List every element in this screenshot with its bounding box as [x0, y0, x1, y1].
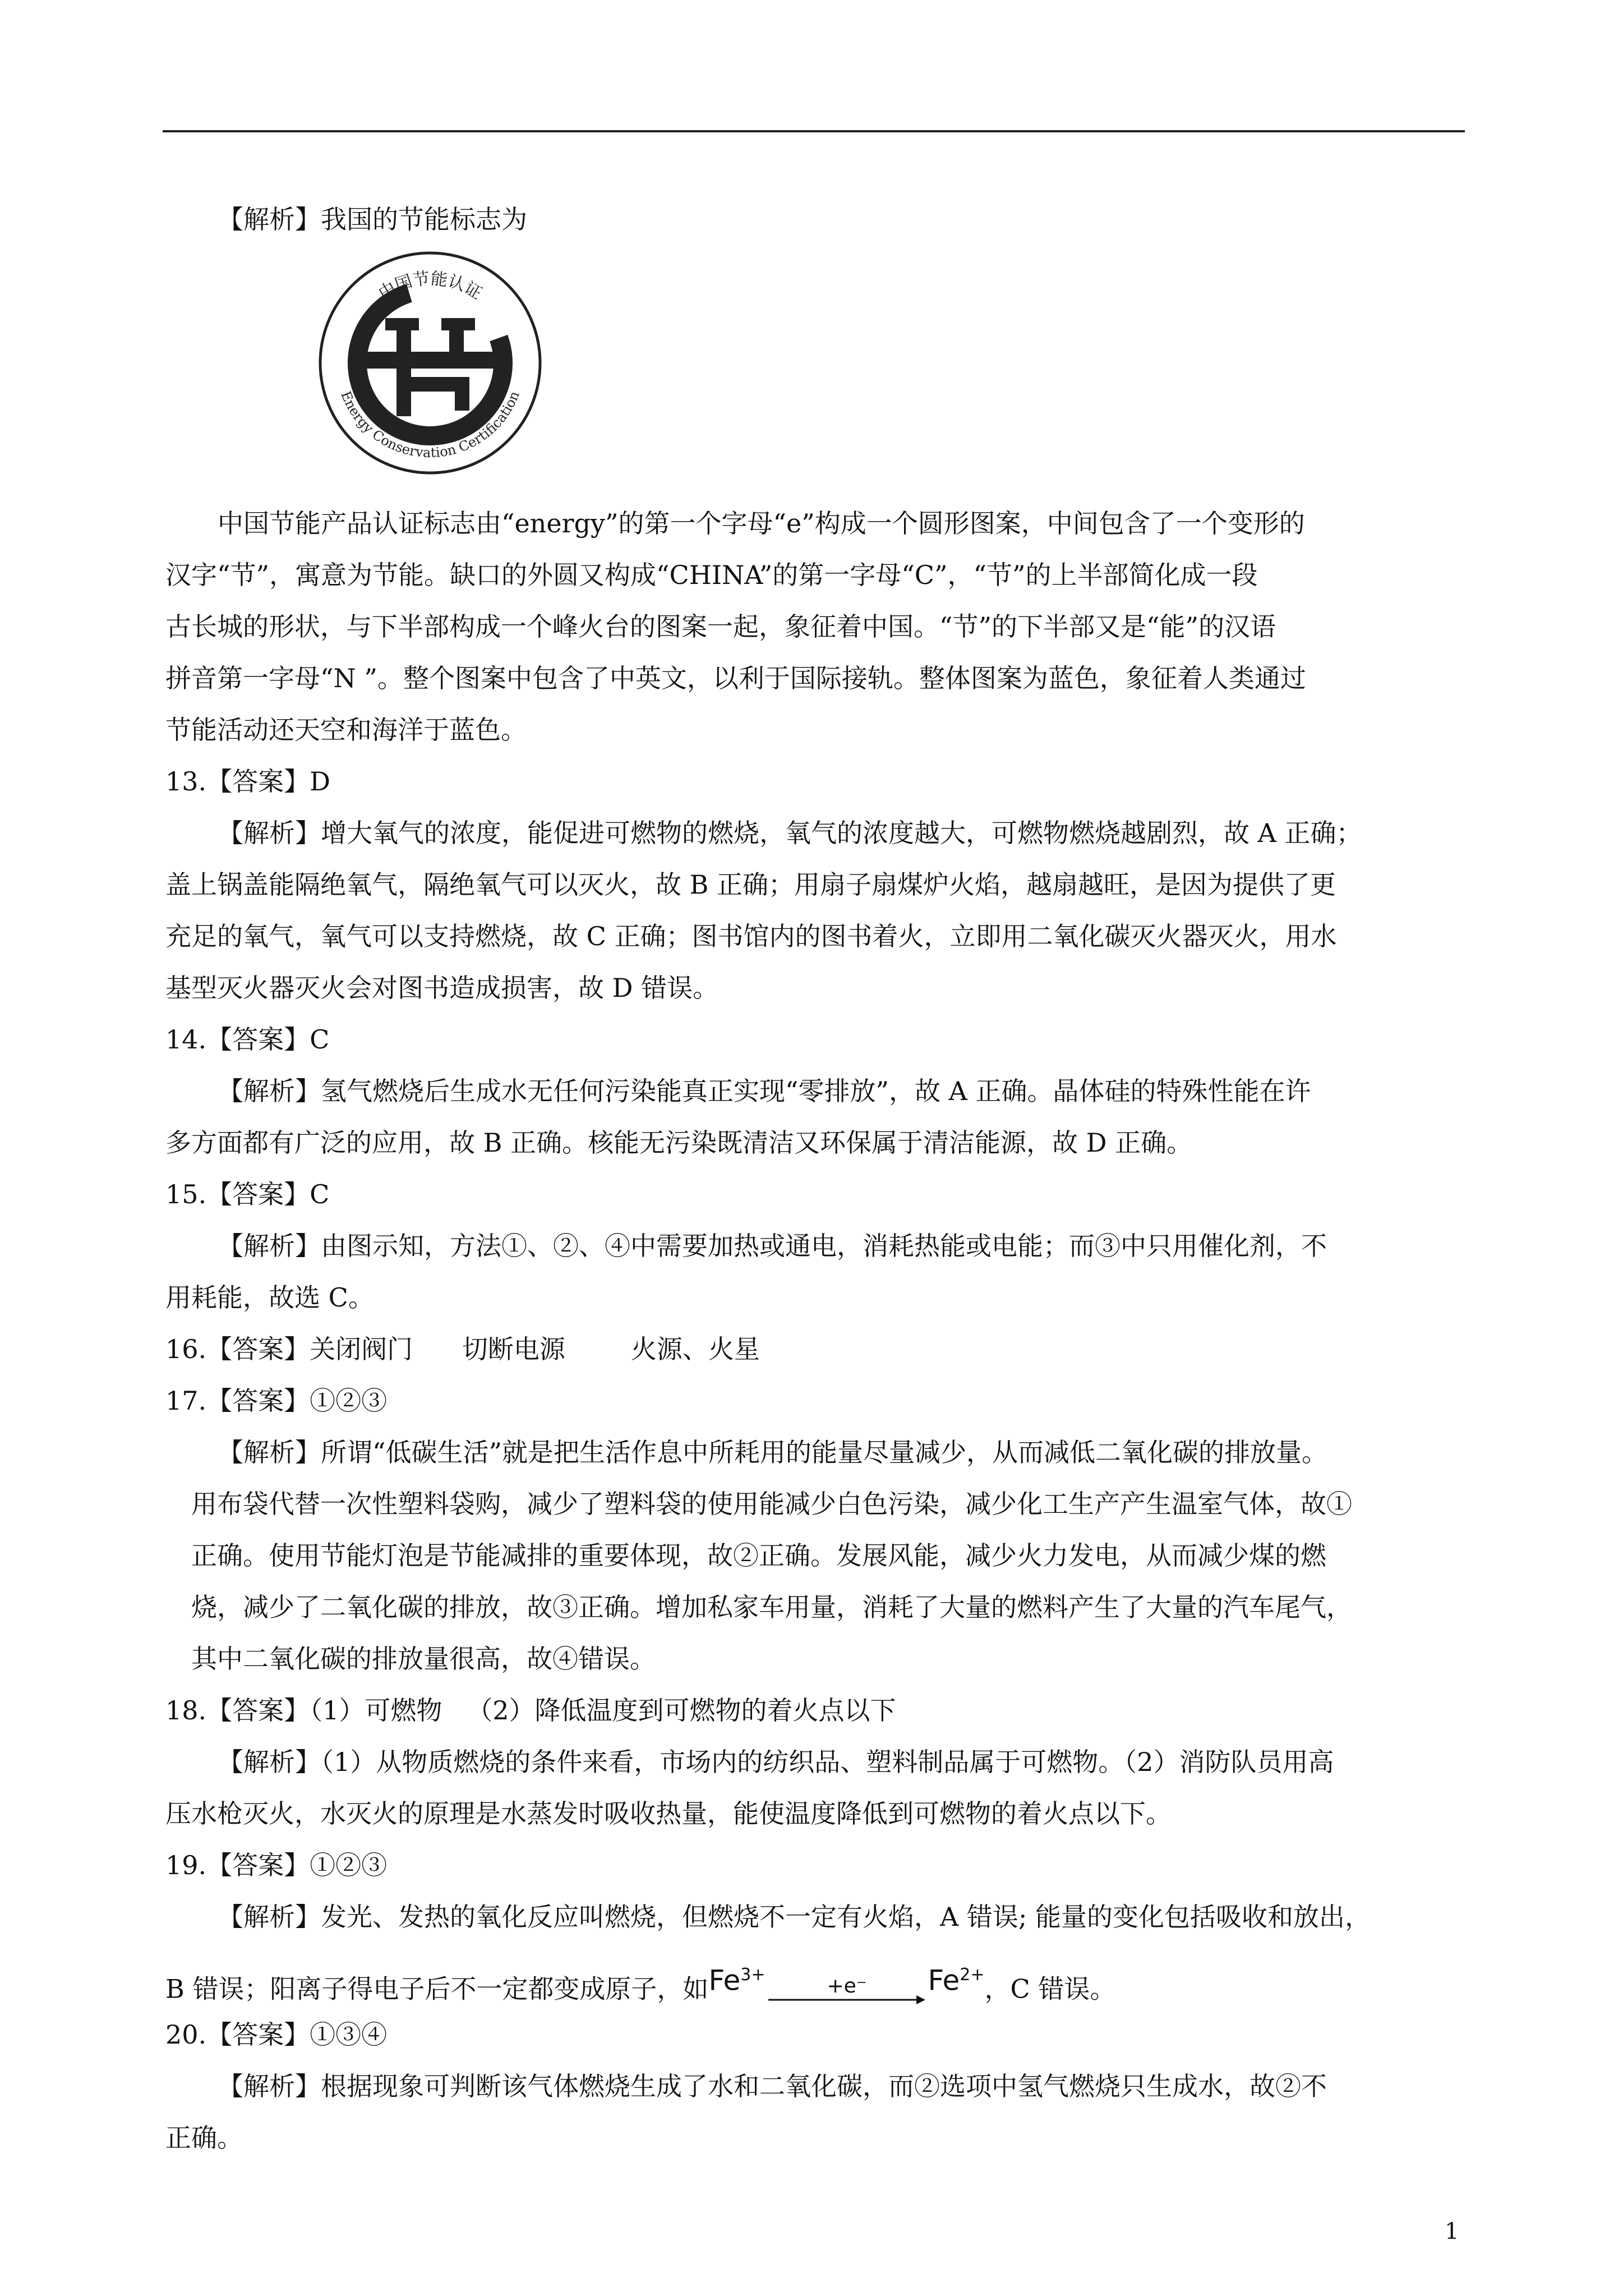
question-17	[165, 1375, 1472, 1685]
question-13	[165, 756, 1472, 1014]
q19-analysis-line: 【解析】发光、发热的氧化反应叫燃烧，但燃烧不一定有火焰，A 错误; 能量的变化包括吸收和放出，	[218, 1902, 1371, 1932]
formula-left-ion: $Fe^{3+}$	[708, 1964, 766, 1997]
q19-answer: 19.【答案】①②③	[165, 1850, 388, 1880]
header-rule	[163, 130, 1465, 132]
q20-analysis-line: 正确。	[165, 2123, 243, 2153]
q15-analysis-line: 【解析】由图示知，方法①、②、④中需要加热或通电，消耗热能或电能；而③中只用催化剂，不	[218, 1231, 1327, 1261]
logo-description-line: 古长城的形状，与下半部构成一个峰火台的图案一起，象征着中国。“节”的下半部又是“能”的汉语	[165, 611, 1276, 642]
question-16	[165, 1323, 1472, 1375]
q19-analysis-line	[165, 1957, 1115, 2015]
q17-answer: 17.【答案】①②③	[165, 1386, 388, 1416]
logo-description	[165, 498, 1472, 756]
logo-ring-text: Energy Conservation Certification	[338, 389, 523, 461]
q16-answer: 16.【答案】关闭阀门 切断电源 火源、火星	[165, 1334, 760, 1364]
q17-analysis-line: 烧，减少了二氧化碳的排放，故③正确。增加私家车用量，消耗了大量的燃料产生了大量的汽车尾气，	[191, 1592, 1352, 1622]
logo-description-line: 节能活动还天空和海洋于蓝色。	[165, 715, 527, 745]
page-number: 1	[1445, 2219, 1459, 2244]
question-14	[165, 1014, 1472, 1168]
q13-analysis-line: 盖上锅盖能隔绝氧气，隔绝氧气可以灭火，故 B 正确；用扇子扇煤炉火焰，越扇越旺，是因为提供了更	[165, 869, 1336, 900]
q18-answer: 18.【答案】（1）可燃物 （2）降低温度到可燃物的着火点以下	[165, 1695, 896, 1726]
question-19	[165, 1839, 1472, 2009]
logo-description-line: 拼音第一字母“N ”。整个图案中包含了中英文，以利于国际接轨。整体图案为蓝色，象征着人类通过	[165, 663, 1306, 693]
question-18	[165, 1685, 1472, 1839]
question-20	[165, 2009, 1472, 2164]
q14-analysis-line: 多方面都有广泛的应用，故 B 正确。核能无污染既清洁又环保属于清洁能源，故 D 正确。	[165, 1128, 1193, 1158]
q20-answer: 20.【答案】①③④	[165, 2019, 388, 2050]
energy-conservation-logo	[165, 245, 1472, 498]
q17-analysis-line: 其中二氧化碳的排放量很高，故④错误。	[191, 1644, 656, 1674]
q17-analysis-line: 正确。使用节能灯泡是节能减排的重要体现，故②正确。发展风能，减少火力发电，从而减少煤的燃	[191, 1540, 1326, 1571]
q15-analysis-line: 用耗能，故选 C。	[165, 1282, 374, 1313]
energy-conservation-logo-icon	[312, 245, 548, 481]
logo-description-line: 中国节能产品认证标志由“energy”的第一个字母“e”构成一个圆形图案，中间包含了一个变形的	[218, 508, 1305, 539]
q19-analysis-before: B 错误；阳离子得电子后不一定都变成原子，如	[165, 1973, 709, 2004]
intro-analysis-line: 【解析】我国的节能标志为	[218, 204, 527, 234]
arrow-label: +e⁻	[827, 1974, 867, 1998]
reaction-arrow	[765, 1973, 928, 2007]
q19-analysis-formula-line	[165, 1943, 1472, 2009]
q13-answer: 13.【答案】D	[165, 766, 331, 797]
q15-answer: 15.【答案】C	[165, 1179, 330, 1209]
logo-top-text: 中国节能认证	[375, 269, 486, 304]
reduction-formula	[708, 1949, 984, 2007]
q19-analysis-after: ，C 错误。	[984, 1973, 1116, 2004]
q17-analysis-line: 用布袋代替一次性塑料袋购，减少了塑料袋的使用能减少白色污染，减少化工生产产生温室气体，故①	[191, 1489, 1352, 1519]
right-arrow-icon	[765, 1993, 928, 2007]
q20-analysis-line: 【解析】根据现象可判断该气体燃烧生成了水和二氧化碳，而②选项中氢气燃烧只生成水，故②不	[218, 2071, 1327, 2101]
q13-analysis-line: 【解析】增大氧气的浓度，能促进可燃物的燃烧，氧气的浓度越大，可燃物燃烧越剧烈，故 A 正确；	[218, 818, 1362, 848]
q14-answer: 14.【答案】C	[165, 1024, 330, 1055]
question-15	[165, 1168, 1472, 1323]
formula-right-ion: $Fe^{2+}$	[928, 1964, 985, 1997]
q13-analysis-line: 基型灭火器灭火会对图书造成损害，故 D 错误。	[165, 973, 719, 1003]
q17-analysis-line: 【解析】所谓“低碳生活”就是把生活作息中所耗用的能量尽量减少，从而减低二氧化碳的排放量。	[218, 1437, 1328, 1467]
logo-description-line: 汉字“节”，寓意为节能。缺口的外圆又构成“CHINA”的第一字母“C”，“节”的上半部简化成一段	[165, 560, 1258, 590]
q18-analysis-line: 【解析】（1）从物质燃烧的条件来看，市场内的纺织品、塑料制品属于可燃物。（2）消防队员用高	[218, 1747, 1334, 1777]
document-body	[165, 194, 1472, 2164]
q18-analysis-line: 压水枪灭火，水灭火的原理是水蒸发时吸收热量，能使温度降低到可燃物的着火点以下。	[165, 1798, 1172, 1829]
q13-analysis-line: 充足的氧气，氧气可以支持燃烧，故 C 正确；图书馆内的图书着火，立即用二氧化碳灭火器灭火，用水	[165, 921, 1337, 951]
q14-analysis-line: 【解析】氢气燃烧后生成水无任何污染能真正实现“零排放”，故 A 正确。晶体硅的特殊性能在许	[218, 1076, 1311, 1106]
